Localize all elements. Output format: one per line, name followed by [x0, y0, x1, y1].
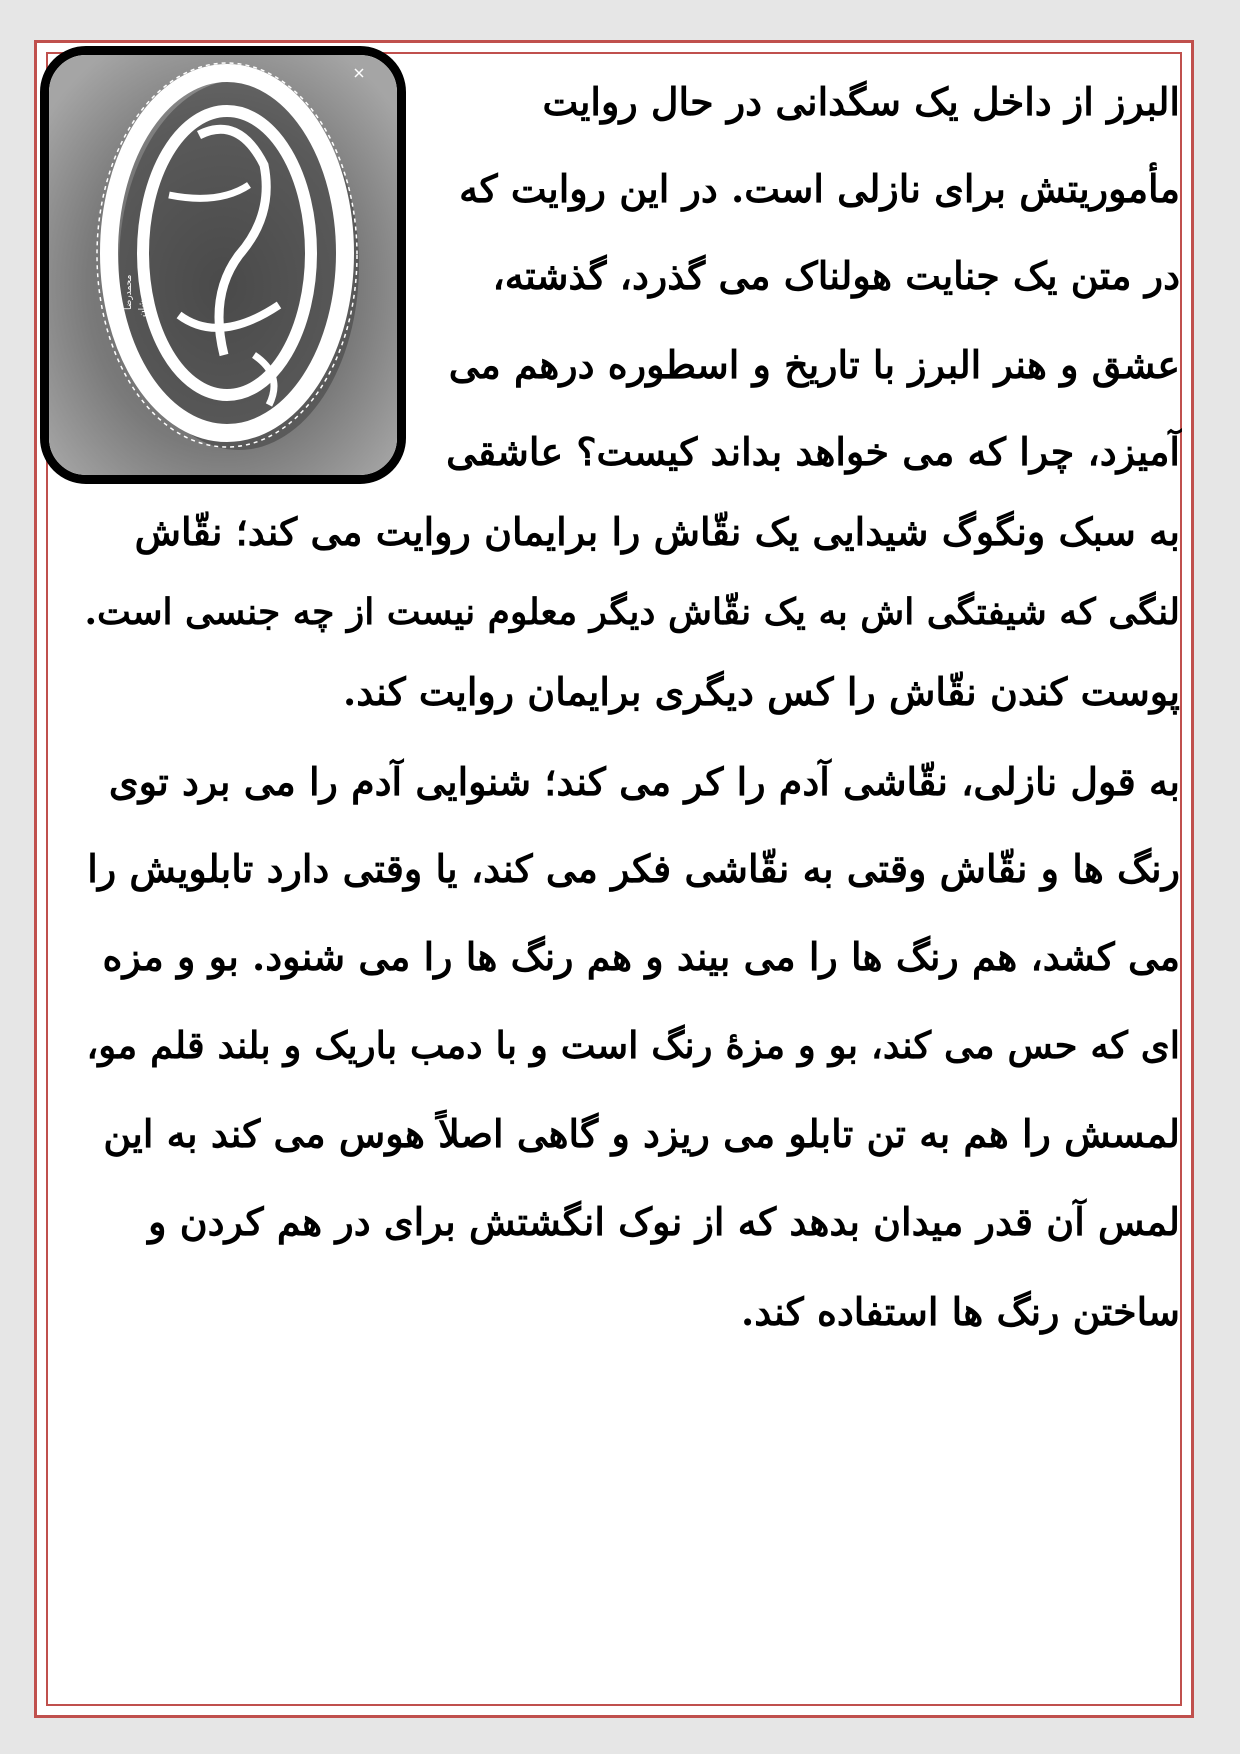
- book-cover-art: [49, 55, 397, 475]
- cover-author-2: شرفی خبوشان: [138, 260, 148, 317]
- text-line: به سبک ونگوگ شیدایی یک نقّاش را برایمان روایت می کند؛ نقّاش: [134, 509, 1180, 554]
- text-line: پوست کندن نقّاش را کس دیگری برایمان روایت کند.: [342, 669, 1180, 714]
- text-line: ساختن رنگ ها استفاده کند.: [740, 1289, 1180, 1334]
- text-line: لنگی که شیفتگی اش به یک نقّاش دیگر معلوم نیست از چه جنسی است.: [84, 591, 1180, 633]
- text-line: می کشد، هم رنگ ها را می بیند و هم رنگ ها را می شنود. بو و مزه: [102, 934, 1180, 979]
- text-line: ای که حس می کند، بو و مزهٔ رنگ است و با دمب باریک و بلند قلم مو،: [86, 1023, 1180, 1067]
- book-cover-image: [40, 46, 406, 484]
- text-line: مأموریتش برای نازلی است. در این روایت که: [459, 166, 1180, 211]
- text-line: لمسش را هم به تن تابلو می ریزد و گاهی اصلاً هوس می کند به این: [103, 1111, 1180, 1156]
- text-line: آمیزد، چرا که می خواهد بداند کیست؟ عاشقی: [446, 429, 1180, 474]
- text-line: عشق و هنر البرز با تاریخ و اسطوره درهم می: [448, 342, 1180, 387]
- text-line: در متن یک جنایت هولناک می گذرد، گذشته،: [492, 253, 1180, 298]
- text-line: به قول نازلی، نقّاشی آدم را کر می کند؛ شنوایی آدم را می برد توی: [108, 759, 1180, 804]
- text-line: البرز از داخل یک سگدانی در حال روایت: [542, 79, 1180, 124]
- text-line: رنگ ها و نقّاش وقتی به نقّاشی فکر می کند، یا وقتی دارد تابلویش را: [87, 846, 1180, 891]
- text-line: لمس آن قدر میدان بدهد که از نوک انگشتش برای در هم کردن و: [148, 1199, 1180, 1244]
- cover-author-1: محمدرضا: [124, 274, 134, 310]
